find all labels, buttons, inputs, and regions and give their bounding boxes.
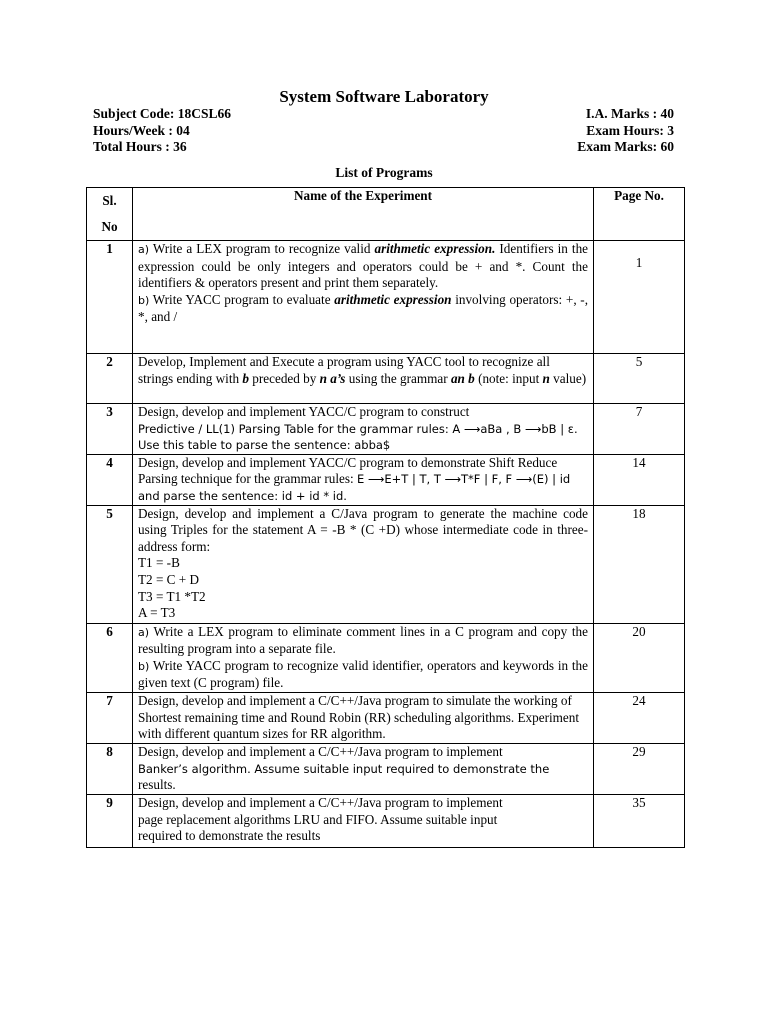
course-meta-left — [93, 106, 231, 156]
row-experiment-name: a) Write a LEX program to eliminate comment lines in a C program and copy the resulting program into a separate file. b) Write YACC program to recognize valid identifier, operators and keywords in the given text (C program) file. — [133, 623, 594, 692]
row-page-number: 24 — [594, 692, 685, 743]
row-sl-number: 2 — [87, 354, 133, 404]
row-sl-number: 5 — [87, 505, 133, 623]
row-sl-number: 8 — [87, 743, 133, 794]
header-sl-no: Sl. No — [87, 188, 133, 241]
table-row — [87, 623, 685, 692]
row-page-number: 1 — [594, 241, 685, 354]
part-label: a) — [138, 243, 150, 256]
table-row — [87, 505, 685, 623]
row-experiment-name: Develop, Implement and Execute a program using YACC tool to recognize all strings ending with b preceded by n a’s using the grammar an b (note: input n value) — [133, 354, 594, 404]
row-sl-number: 6 — [87, 623, 133, 692]
row-page-number: 5 — [594, 354, 685, 404]
table-row — [87, 404, 685, 455]
table-row — [87, 454, 685, 505]
total-hours: Total Hours : 36 — [93, 139, 187, 154]
emphasis-text: arithmetic expression — [334, 291, 452, 307]
header-experiment-name: Name of the Experiment — [133, 188, 594, 241]
row-sl-number: 7 — [87, 692, 133, 743]
row-page-number: 7 — [594, 404, 685, 455]
table-row — [87, 692, 685, 743]
row-experiment-name: Design, develop and implement a C/C++/Java program to simulate the working of Shortest remaining time and Round Robin (RR) scheduling algorithms. Experiment with different quantum sizes for RR algorithm. — [133, 692, 594, 743]
row-experiment-name: Design, develop and implement a C/Java program to generate the machine code using Triples for the statement A = -B * (C +D) whose intermediate code in three-address form: T1 = -B T2 = C + D T3 = T1 *T2 A = T3 — [133, 505, 594, 623]
row-page-number: 20 — [594, 623, 685, 692]
row-sl-number: 4 — [87, 454, 133, 505]
row-page-number: 14 — [594, 454, 685, 505]
part-label: a) — [138, 625, 150, 639]
exam-marks: Exam Marks: 60 — [577, 139, 674, 154]
emphasis-text: arithmetic expression. — [374, 241, 496, 256]
subject-code: Subject Code: 18CSL66 — [93, 106, 232, 121]
row-sl-number: 1 — [87, 241, 133, 354]
page-title: System Software Laboratory — [279, 87, 489, 106]
row-experiment-name: Design, develop and implement YACC/C program to construct Predictive / LL(1) Parsing Table for the grammar rules: A ⟶aBa , B ⟶bB | ε. Use this table to parse the sentence: abba$ — [133, 404, 594, 455]
row-sl-number: 9 — [87, 794, 133, 847]
row-page-number: 18 — [594, 505, 685, 623]
table-row — [87, 743, 685, 794]
part-label: b) — [138, 659, 150, 673]
part-label: b) — [138, 293, 150, 307]
table-row — [87, 354, 685, 404]
row-experiment-name: a) Write a LEX program to recognize valid arithmetic expression. Identifiers in the expression could be only integers and operators could be + and *. Count the identifiers & operators present and print them separately. b) Write YACC program to evaluate arithmetic expression involving operators: +, -, *, and / — [133, 241, 594, 354]
exam-hours: Exam Hours: 3 — [586, 122, 674, 138]
table-row — [87, 794, 685, 847]
row-page-number: 35 — [594, 794, 685, 847]
row-experiment-name: Design, develop and implement YACC/C program to demonstrate Shift Reduce Parsing technique for the grammar rules: E ⟶E+T | T, T ⟶T*F | F, F ⟶(E) | id and parse the sentence: id + id * id. — [133, 454, 594, 505]
header-page-no: Page No. — [594, 188, 685, 241]
table-row — [87, 241, 685, 354]
row-experiment-name: Design, develop and implement a C/C++/Java program to implement page replacement algorithms LRU and FIFO. Assume suitable input required to demonstrate the results — [133, 794, 594, 847]
table-header-row — [87, 188, 685, 241]
programs-table — [86, 187, 685, 848]
course-meta-right — [577, 106, 674, 156]
ia-marks: I.A. Marks : 40 — [585, 106, 674, 121]
hours-per-week: Hours/Week : 04 — [93, 122, 190, 138]
row-experiment-name: Design, develop and implement a C/C++/Java program to implement Banker’s algorithm. Assume suitable input required to demonstrate the results. — [133, 743, 594, 794]
list-title: List of Programs — [335, 165, 433, 180]
row-sl-number: 3 — [87, 404, 133, 455]
row-page-number: 29 — [594, 743, 685, 794]
